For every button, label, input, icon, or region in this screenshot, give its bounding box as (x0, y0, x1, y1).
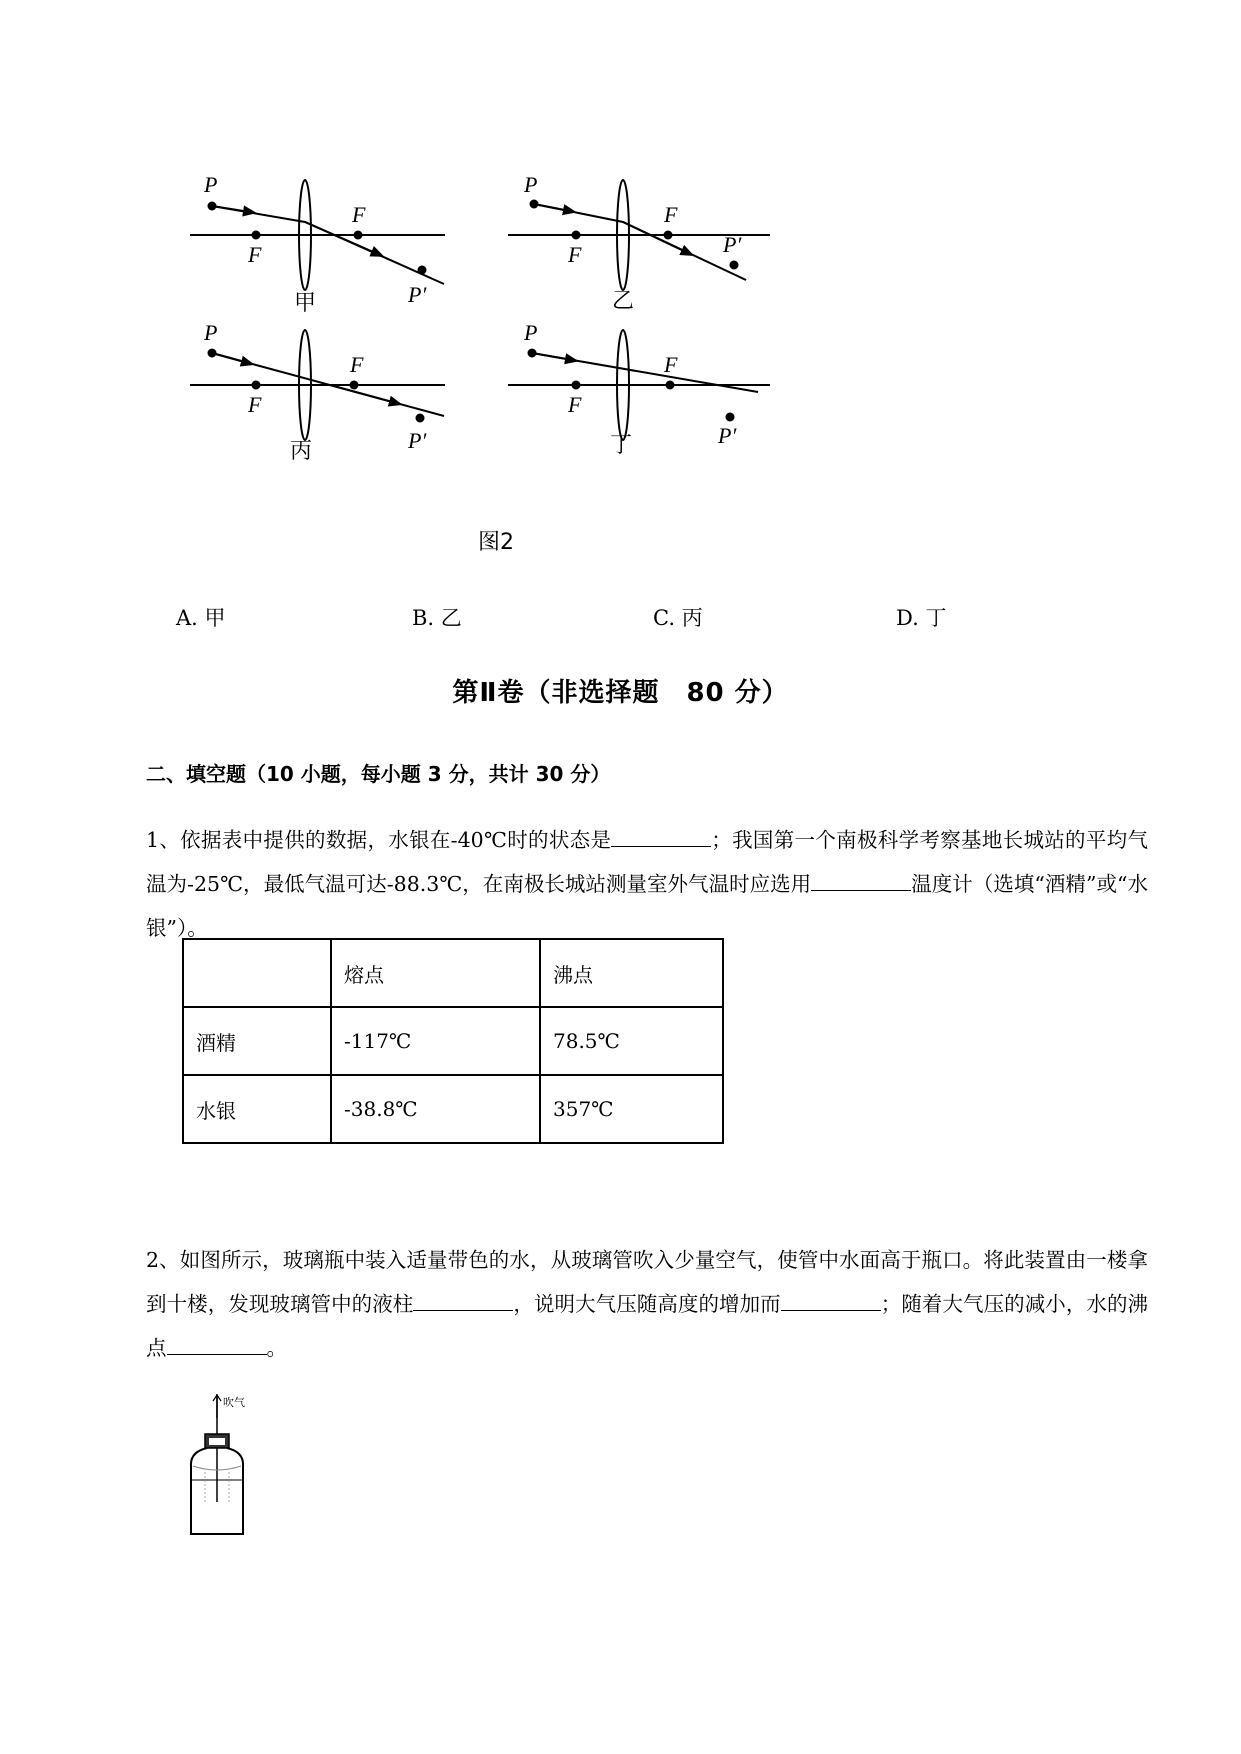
question-text: ；我国第一个南极科学考察基地长城站的平均气温为-25℃，最低气温可达-88.3℃，在南极长城站测量室外气温时应选用 (146, 828, 1148, 896)
focus-label: F (664, 202, 678, 227)
focus-label: F (350, 352, 364, 377)
panel-yi (508, 172, 770, 314)
answer-blank[interactable] (413, 1288, 513, 1311)
question-text: 1、依据表中提供的数据，水银在-40℃时的状态是 (146, 828, 612, 852)
option-letter: D. (896, 606, 919, 630)
option-a[interactable] (176, 602, 226, 632)
figure-caption: 图2 (478, 530, 514, 555)
table-cell: 357℃ (540, 1075, 723, 1143)
option-letter: C. (653, 606, 675, 630)
data-table (182, 938, 724, 1144)
table-cell: -117℃ (331, 1007, 540, 1075)
question-text: ，说明大气压随高度的增加而 (513, 1292, 781, 1316)
option-text: 丙 (681, 606, 703, 630)
table-cell: 酒精 (183, 1007, 331, 1075)
table-cell: 熔点 (331, 939, 540, 1007)
part-title: 第Ⅱ卷（非选择题 80 分） (452, 678, 789, 708)
image-p-label: P′ (408, 282, 427, 307)
option-text: 丁 (925, 606, 947, 630)
question-text: 温度计（选填“酒精”或“水银”）。 (146, 872, 1148, 940)
focus-label: F (568, 242, 582, 267)
table-cell (183, 939, 331, 1007)
table-header-row (183, 939, 723, 1007)
panel-ding (508, 320, 770, 458)
option-letter: A. (176, 606, 198, 630)
answer-blank[interactable] (167, 1332, 267, 1355)
bottle-apparatus-figure (185, 1392, 265, 1542)
image-p-label: P′ (718, 423, 737, 448)
focus-label: F (248, 392, 262, 417)
question-text: 。 (266, 1336, 287, 1360)
option-c[interactable] (653, 602, 703, 632)
option-text: 甲 (204, 606, 226, 630)
panel-jia (190, 172, 445, 316)
table-cell: 水银 (183, 1075, 331, 1143)
table-cell: 78.5℃ (540, 1007, 723, 1075)
panel-name: 乙 (612, 289, 635, 314)
focus-label: F (568, 392, 582, 417)
point-p-label: P (524, 320, 538, 345)
point-p-label: P (524, 172, 538, 197)
table-cell: -38.8℃ (331, 1075, 540, 1143)
option-b[interactable] (412, 602, 462, 632)
table-cell: 沸点 (540, 939, 723, 1007)
answer-blank[interactable] (611, 824, 711, 847)
option-letter: B. (412, 606, 435, 630)
lens-ray-figure (190, 160, 840, 580)
question-text: 2、如图所示，玻璃瓶中装入适量带色的水，从玻璃管吹入少量空气，使管中水面高于瓶口。将此装置由一楼拿到十楼，发现玻璃管中的液柱 (146, 1248, 1148, 1316)
panel-name: 丙 (290, 439, 313, 464)
focus-label: F (664, 352, 678, 377)
answer-blank[interactable] (781, 1288, 881, 1311)
point-p-label: P (204, 320, 218, 345)
answer-blank[interactable] (811, 868, 911, 891)
table-row (183, 1007, 723, 1075)
panel-name: 甲 (294, 291, 317, 316)
image-p-label: P′ (408, 428, 427, 453)
question-2 (146, 1238, 1148, 1370)
blow-air-label: 吹气 (223, 1396, 245, 1409)
section-title: 二、填空题（10 小题，每小题 3 分，共计 30 分） (146, 762, 611, 786)
panel-name: 丁 (610, 433, 633, 458)
point-p-label: P (204, 172, 218, 197)
question-1 (146, 818, 1148, 950)
panel-bing (190, 320, 445, 464)
option-d[interactable] (896, 602, 946, 632)
focus-label: F (248, 242, 262, 267)
option-text: 乙 (440, 606, 462, 630)
focus-label: F (352, 202, 366, 227)
lens-ray-diagrams (190, 160, 840, 580)
image-p-label: P′ (723, 232, 742, 257)
question-text: ；随着大气压的减小，水的沸点 (146, 1292, 1149, 1360)
table-row (183, 1075, 723, 1143)
bottle-illustration (185, 1392, 265, 1542)
